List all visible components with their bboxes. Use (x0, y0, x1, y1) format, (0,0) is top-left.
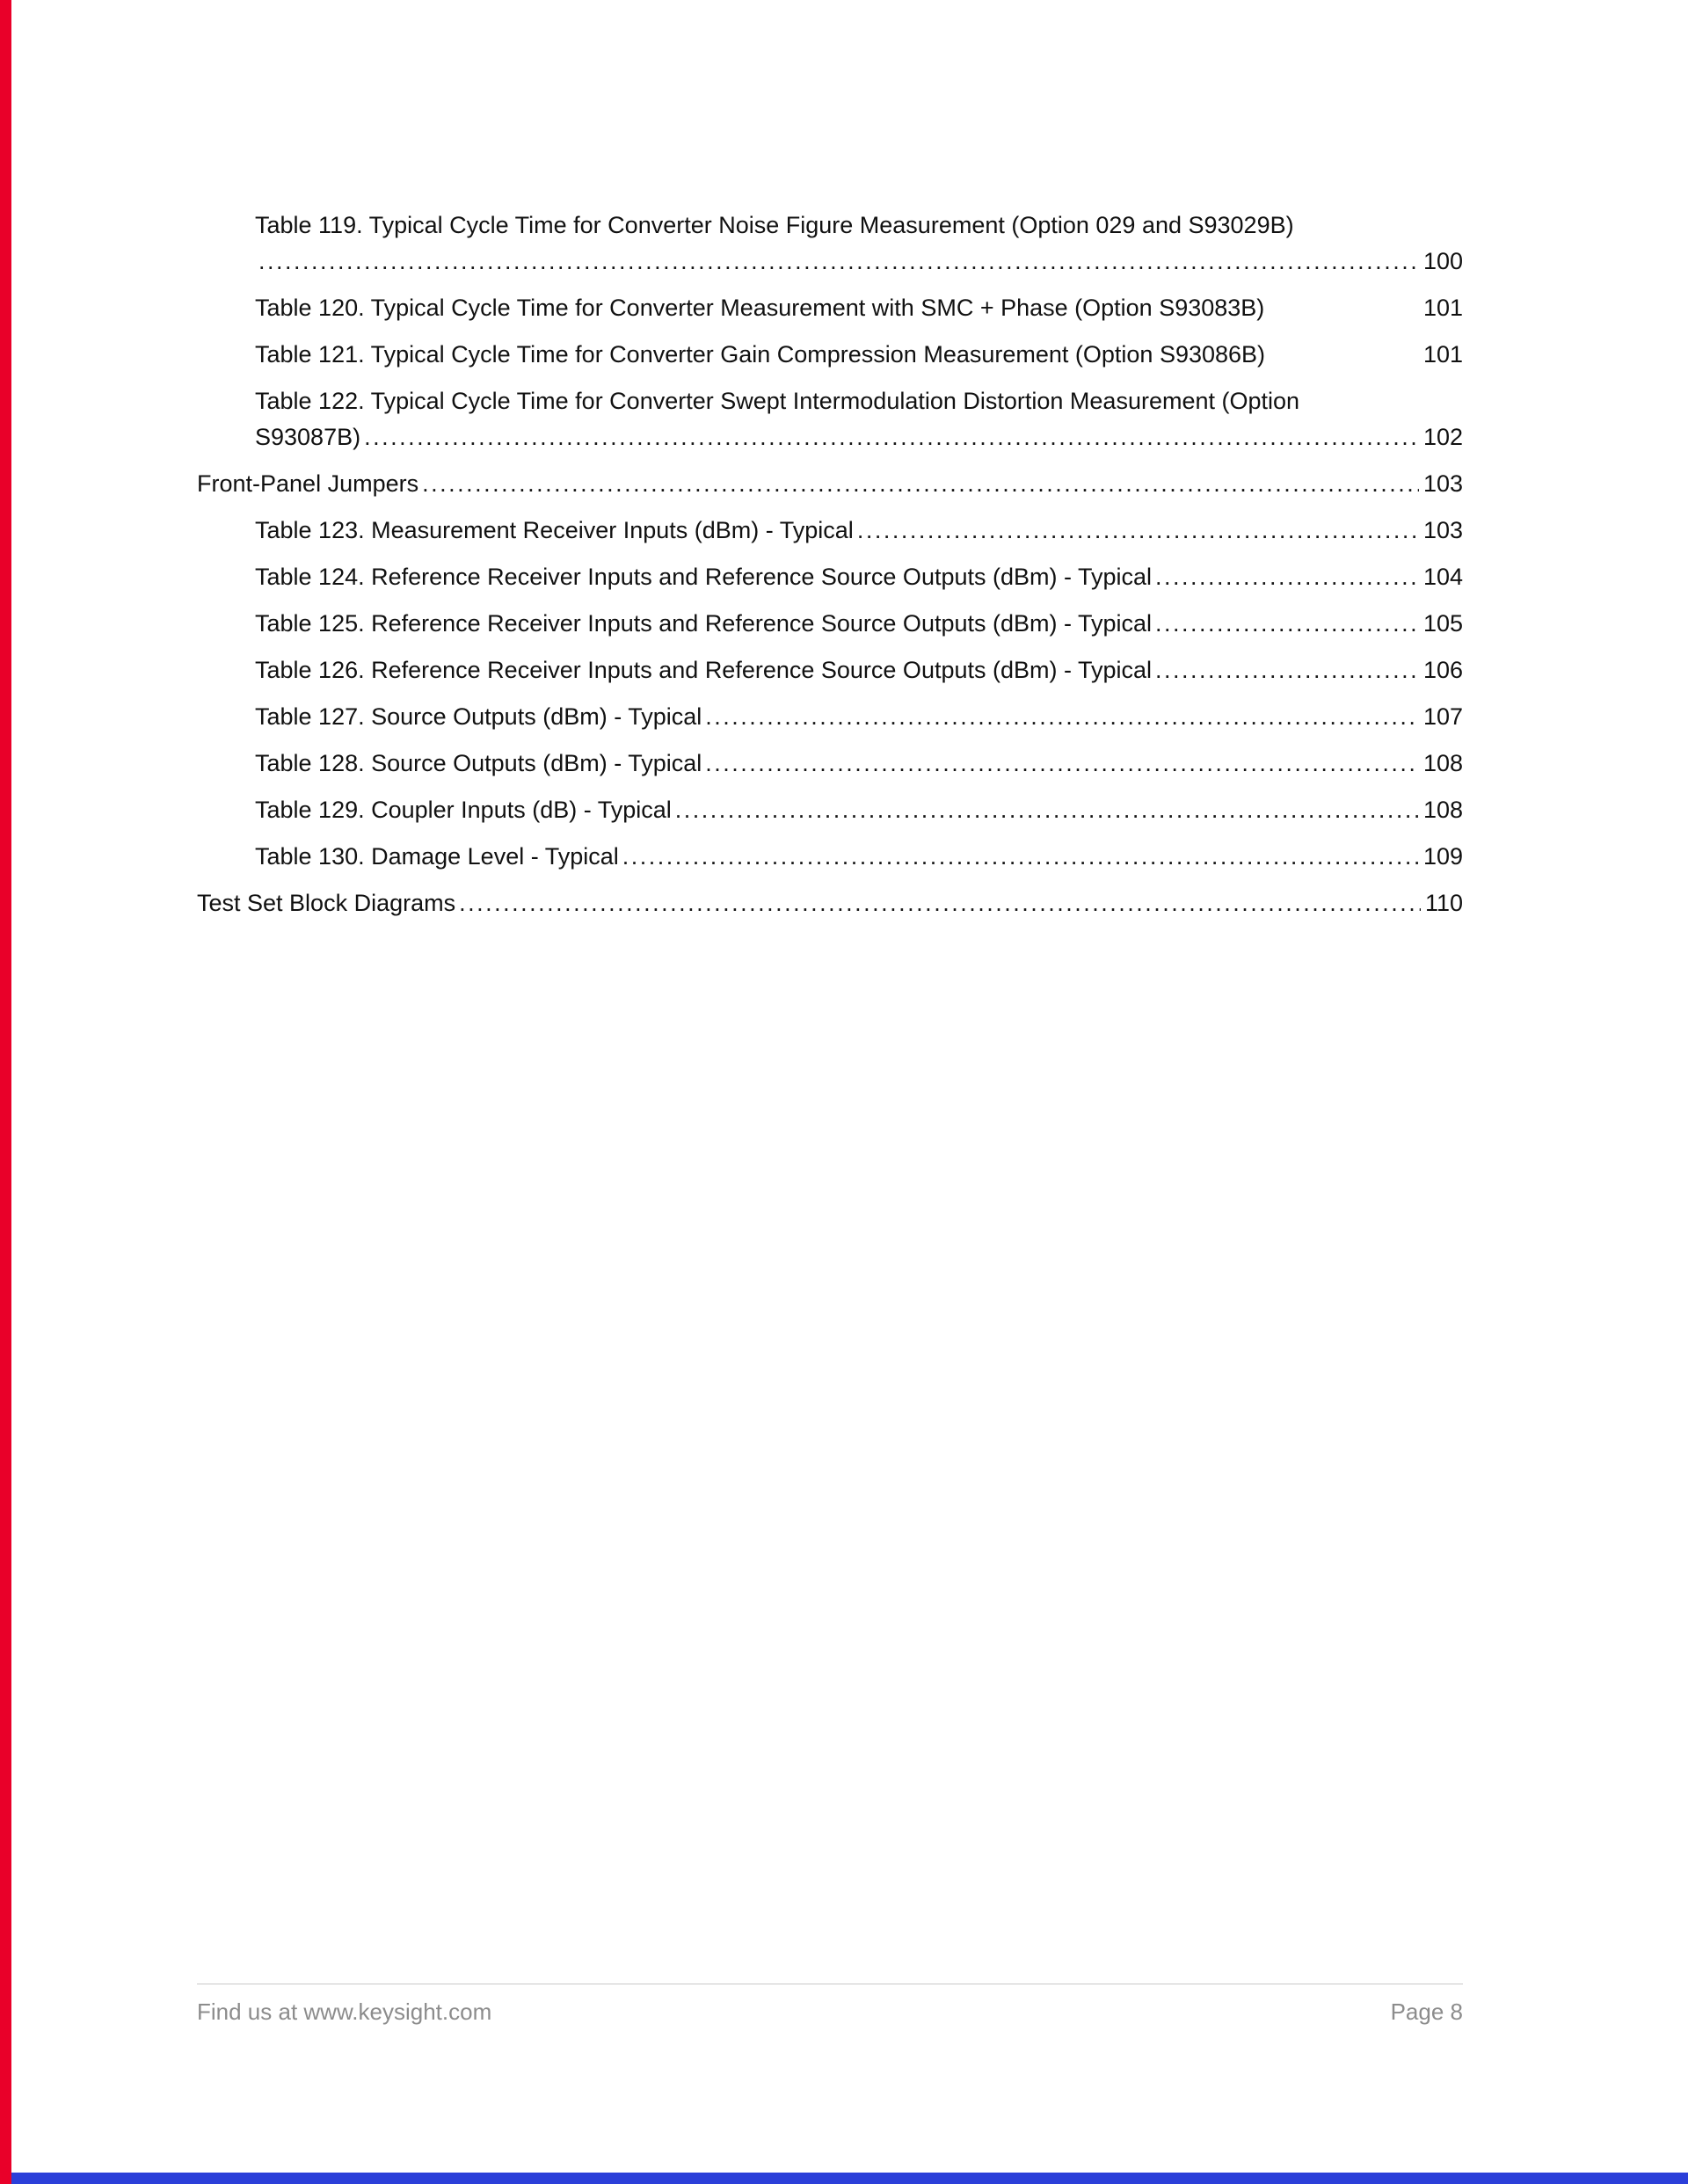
toc-entry (255, 207, 1463, 280)
dot-leader (622, 839, 1419, 875)
toc-page-number: 105 (1422, 610, 1463, 637)
toc-line (255, 606, 1463, 642)
toc-entry-text: Table 127. Source Outputs (dBm) - Typical (255, 703, 702, 730)
table-of-contents (197, 207, 1463, 932)
toc-entry-text: S93087B) (255, 424, 361, 450)
toc-entry (255, 652, 1463, 688)
toc-page-number: 103 (1422, 517, 1463, 543)
toc-entry-text: Table 124. Reference Receiver Inputs and Reference Source Outputs (dBm) - Typical (255, 564, 1153, 590)
toc-page-number: 104 (1422, 564, 1463, 590)
toc-line (255, 207, 1463, 244)
toc-line (255, 244, 1463, 280)
page-footer (197, 1984, 1463, 2026)
toc-line (255, 559, 1463, 595)
toc-entry (255, 290, 1463, 326)
toc-line (255, 792, 1463, 828)
toc-entry (255, 559, 1463, 595)
toc-line (255, 383, 1463, 419)
toc-entry-text: Table 130. Damage Level - Typical (255, 843, 619, 870)
toc-page-number: 108 (1422, 797, 1463, 823)
toc-entry (255, 337, 1463, 373)
toc-entry (255, 699, 1463, 735)
toc-entry-text: Table 123. Measurement Receiver Inputs (dBm) - Typical (255, 517, 854, 543)
toc-line (255, 699, 1463, 735)
dot-leader (675, 792, 1419, 828)
toc-line (197, 466, 1463, 502)
dot-leader (364, 419, 1419, 455)
toc-entry (197, 885, 1463, 921)
toc-line (255, 337, 1463, 373)
toc-entry (255, 606, 1463, 642)
toc-line (255, 290, 1463, 326)
footer-website-text: Find us at www.keysight.com (197, 1998, 492, 2025)
dot-leader (1155, 606, 1419, 642)
toc-page-number: 101 (1422, 341, 1463, 368)
dot-leader (459, 885, 1421, 921)
toc-entry-text: Front-Panel Jumpers (197, 470, 419, 497)
dot-leader (1155, 652, 1419, 688)
dot-leader (705, 699, 1419, 735)
toc-page-number: 101 (1422, 295, 1463, 321)
toc-page-number: 107 (1422, 703, 1463, 730)
dot-leader (422, 466, 1419, 502)
toc-entry (255, 746, 1463, 782)
toc-page-number: 110 (1424, 890, 1463, 916)
dot-leader (705, 746, 1419, 782)
toc-page-number: 106 (1422, 657, 1463, 683)
toc-line (255, 419, 1463, 455)
toc-line (255, 652, 1463, 688)
dot-leader (258, 244, 1419, 280)
toc-entry-text: Table 128. Source Outputs (dBm) - Typical (255, 750, 702, 776)
toc-entry-text: Table 119. Typical Cycle Time for Converter Noise Figure Measurement (Option 029 and S93029B) (255, 212, 1294, 238)
toc-page-number: 108 (1422, 750, 1463, 776)
toc-entry-text: Test Set Block Diagrams (197, 890, 456, 916)
toc-line (255, 513, 1463, 549)
toc-entry-text: Table 126. Reference Receiver Inputs and Reference Source Outputs (dBm) - Typical (255, 657, 1153, 683)
toc-entry (255, 383, 1463, 455)
footer-page-number: Page 8 (1390, 1998, 1463, 2025)
toc-entry (255, 839, 1463, 875)
toc-page-number: 100 (1422, 248, 1463, 274)
toc-page-number: 109 (1422, 843, 1463, 870)
dot-leader (1155, 559, 1419, 595)
toc-entry-text: Table 120. Typical Cycle Time for Converter Measurement with SMC + Phase (Option S93083B) (255, 295, 1265, 321)
toc-line (255, 746, 1463, 782)
toc-line (255, 839, 1463, 875)
dot-leader (857, 513, 1419, 549)
toc-entry-text: Table 122. Typical Cycle Time for Converter Swept Intermodulation Distortion Measurement (Option (255, 388, 1300, 414)
toc-entry (255, 792, 1463, 828)
bottom-accent-bar (0, 2173, 1688, 2184)
toc-entry-text: Table 121. Typical Cycle Time for Converter Gain Compression Measurement (Option S93086B) (255, 341, 1266, 368)
left-accent-stripe (0, 0, 11, 2184)
toc-line (197, 885, 1463, 921)
toc-entry-text: Table 129. Coupler Inputs (dB) - Typical (255, 797, 672, 823)
toc-entry (197, 466, 1463, 502)
toc-page-number: 102 (1422, 424, 1463, 450)
toc-entry (255, 513, 1463, 549)
toc-page-number: 103 (1422, 470, 1463, 497)
toc-entry-text: Table 125. Reference Receiver Inputs and Reference Source Outputs (dBm) - Typical (255, 610, 1153, 637)
